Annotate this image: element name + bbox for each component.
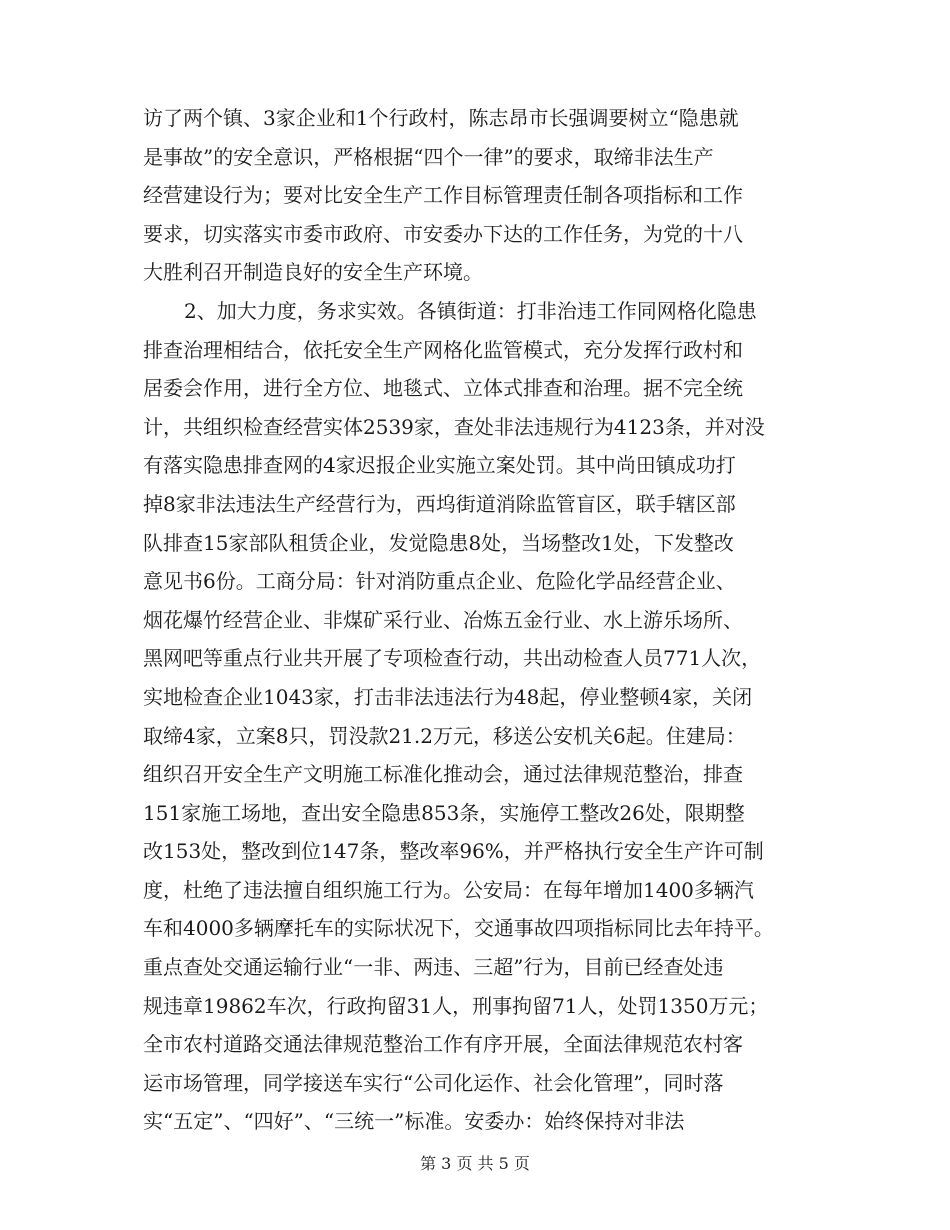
text-line: 烟花爆竹经营企业、非煤矿采行业、冶炼五金行业、水上游乐场所、 bbox=[143, 607, 743, 632]
text-line: 访了两个镇、3家企业和1个行政村，陈志昂市长强调要树立“隐患就 bbox=[143, 106, 739, 130]
text-line: 有落实隐患排查网的4家迟报企业实施立案处罚。其中尚田镇成功打 bbox=[143, 453, 736, 478]
page-number-footer: 第 3 页 共 5 页 bbox=[420, 1154, 530, 1173]
text-line: 居委会作用，进行全方位、地毯式、立体式排查和治理。据不完全统 bbox=[143, 376, 743, 401]
text-line: 队排查15家部队租赁企业，发觉隐患8处，当场整改1处，下发整改 bbox=[143, 530, 734, 555]
text-line: 意见书6份。工商分局：针对消防重点企业、危险化学品经营企业、 bbox=[143, 569, 736, 594]
text-line: 组织召开安全生产文明施工标准化推动会，通过法律规范整治，排查 bbox=[143, 762, 743, 787]
text-line: 黑网吧等重点行业共开展了专项检查行动，共出动检查人员771人次， bbox=[143, 646, 762, 671]
paragraph-start-line: 2、加大力度，务求实效。各镇街道：打非治违工作同网格化隐患 bbox=[184, 298, 757, 323]
text-line: 计，共组织检查经营实体2539家，查处非法违规行为4123条，并对没 bbox=[143, 414, 765, 439]
text-line: 规违章19862车次，行政拘留31人，刑事拘留71人，处罚1350万元； bbox=[143, 993, 769, 1018]
text-line: 大胜利召开制造良好的安全生产环境。 bbox=[143, 260, 483, 285]
text-line: 全市农村道路交通法律规范整治工作有序开展，全面法律规范农村客 bbox=[143, 1032, 743, 1057]
text-line: 151家施工场地，查出安全隐患853条，实施停工整改26处，限期整 bbox=[143, 800, 745, 825]
text-line: 运市场管理，同学接送车实行“公司化运作、社会化管理”，同时落 bbox=[143, 1070, 724, 1095]
text-line: 实地检查企业1043家，打击非法违法行为48起，停业整顿4家，关闭 bbox=[143, 684, 753, 709]
body-text bbox=[143, 99, 808, 1141]
text-line: 实“五定”、“四好”、“三统一”标准。安委办：始终保持对非法 bbox=[143, 1109, 685, 1134]
text-line: 经营建设行为；要对比安全生产工作目标管理责任制各项指标和工作 bbox=[143, 183, 743, 208]
text-line: 排查治理相结合，依托安全生产网格化监管模式，充分发挥行政村和 bbox=[143, 337, 743, 362]
text-line: 是事故”的安全意识，严格根据“四个一律”的要求，取缔非法生产 bbox=[143, 144, 714, 169]
text-line: 车和4000多辆摩托车的实际状况下，交通事故四项指标同比去年持平。 bbox=[143, 916, 774, 941]
text-line: 取缔4家，立案8只，罚没款21.2万元，移送公安机关6起。住建局： bbox=[143, 723, 746, 748]
text-line: 要求，切实落实市委市政府、市安委办下达的工作任务，为党的十八 bbox=[143, 221, 743, 246]
text-line: 改153处，整改到位147条，整改率96%，并严格执行安全生产许可制 bbox=[143, 839, 764, 864]
text-line: 掉8家非法违法生产经营行为，西坞街道消除监管盲区，联手辖区部 bbox=[143, 491, 736, 516]
text-line: 重点查处交通运输行业“一非、两违、三超”行为，目前已经查处违 bbox=[143, 955, 724, 980]
text-line: 度，杜绝了违法擅自组织施工行为。公安局：在每年增加1400多辆汽 bbox=[143, 877, 754, 902]
